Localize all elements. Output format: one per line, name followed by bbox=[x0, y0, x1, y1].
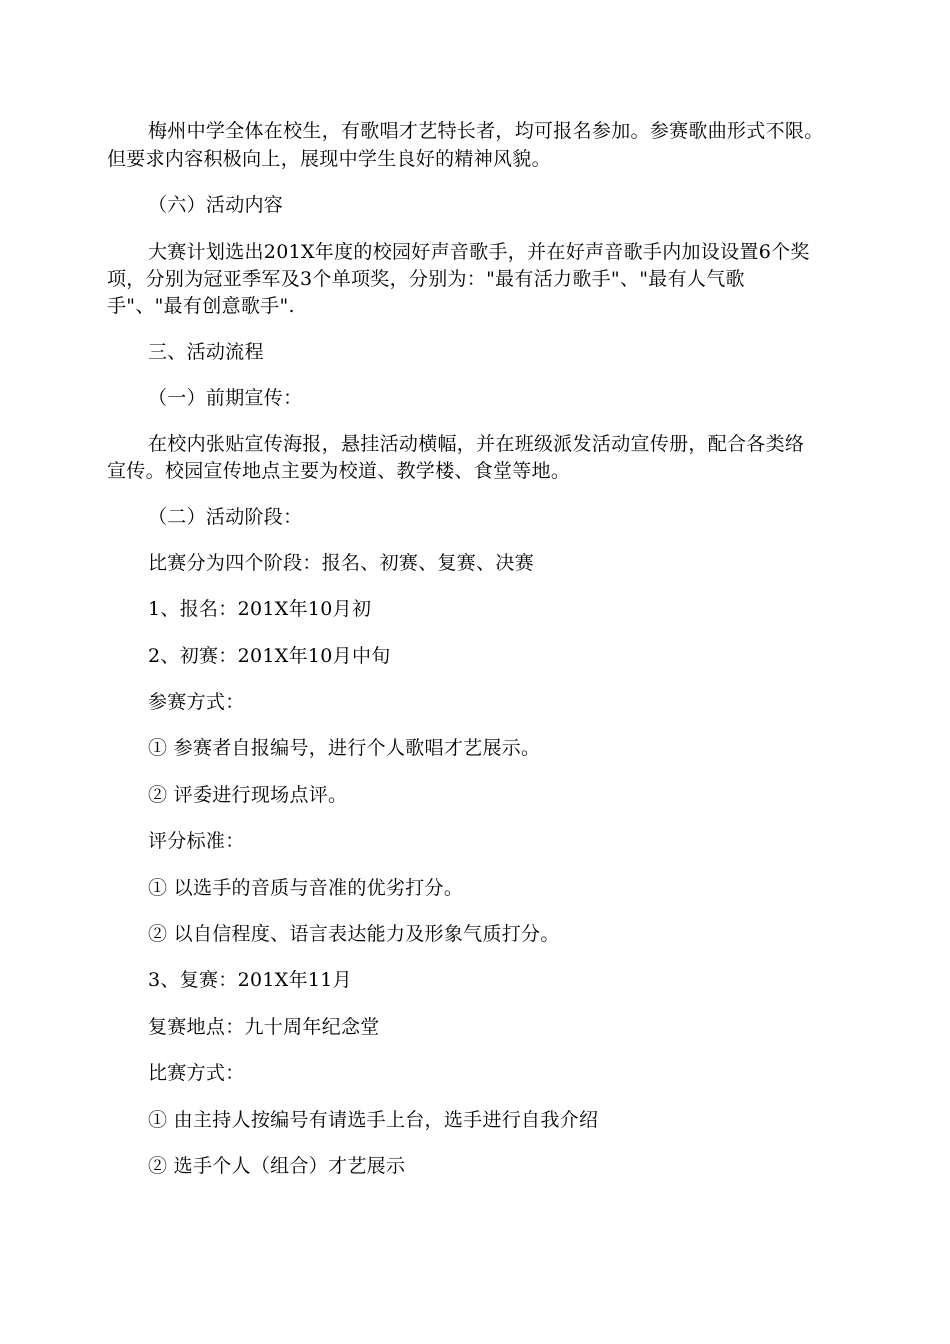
paragraph-publicity-line-2: 宣传。校园宣传地点主要为校道、教学楼、食堂等地。 bbox=[107, 460, 571, 482]
text-semifinal-venue: 复赛地点：九十周年纪念堂 bbox=[148, 1016, 380, 1038]
text-competition-item-2: ② 选手个人（组合）才艺展示 bbox=[148, 1155, 406, 1177]
heading-activity-stages: （二）活动阶段： bbox=[148, 506, 303, 528]
text-four-stages: 比赛分为四个阶段：报名、初赛、复赛、决赛 bbox=[148, 552, 535, 574]
text-scoring-criteria: 评分标准： bbox=[148, 830, 245, 852]
paragraph-eligibility-line-2: 但要求内容积极向上，展现中学生良好的精神风貌。 bbox=[107, 148, 551, 170]
paragraph-eligibility-line-1: 梅州中学全体在校生，有歌唱才艺特长者，均可报名参加。参赛歌曲形式不限。 bbox=[148, 120, 824, 142]
text-method-item-2: ② 评委进行现场点评。 bbox=[148, 784, 348, 806]
text-competition-method: 比赛方式： bbox=[148, 1062, 245, 1084]
text-criteria-item-2: ② 以自信程度、语言表达能力及形象气质打分。 bbox=[148, 923, 560, 945]
heading-publicity: （一）前期宣传： bbox=[148, 387, 303, 409]
heading-activity-process: 三、活动流程 bbox=[148, 341, 264, 363]
text-competition-item-1: ① 由主持人按编号有请选手上台，选手进行自我介绍 bbox=[148, 1109, 599, 1131]
paragraph-awards-line-2: 项，分别为冠亚季军及3个单项奖，分别为："最有活力歌手"、"最有人气歌 bbox=[107, 268, 745, 290]
text-semifinal: 3、复赛：201X年11月 bbox=[148, 969, 352, 991]
text-participation-method: 参赛方式： bbox=[148, 691, 245, 713]
text-preliminary: 2、初赛：201X年10月中旬 bbox=[148, 645, 391, 667]
paragraph-awards-line-1: 大赛计划选出201X年度的校园好声音歌手，并在好声音歌手内加设设置6个奖 bbox=[148, 241, 810, 263]
paragraph-awards-line-3: 手"、"最有创意歌手". bbox=[107, 295, 295, 317]
text-criteria-item-1: ① 以选手的音质与音准的优劣打分。 bbox=[148, 877, 464, 899]
text-registration: 1、报名：201X年10月初 bbox=[148, 598, 372, 620]
heading-activity-content: （六）活动内容 bbox=[148, 194, 284, 216]
paragraph-publicity-line-1: 在校内张贴宣传海报，悬挂活动横幅，并在班级派发活动宣传册，配合各类络 bbox=[148, 433, 805, 455]
text-method-item-1: ① 参赛者自报编号，进行个人歌唱才艺展示。 bbox=[148, 737, 541, 759]
